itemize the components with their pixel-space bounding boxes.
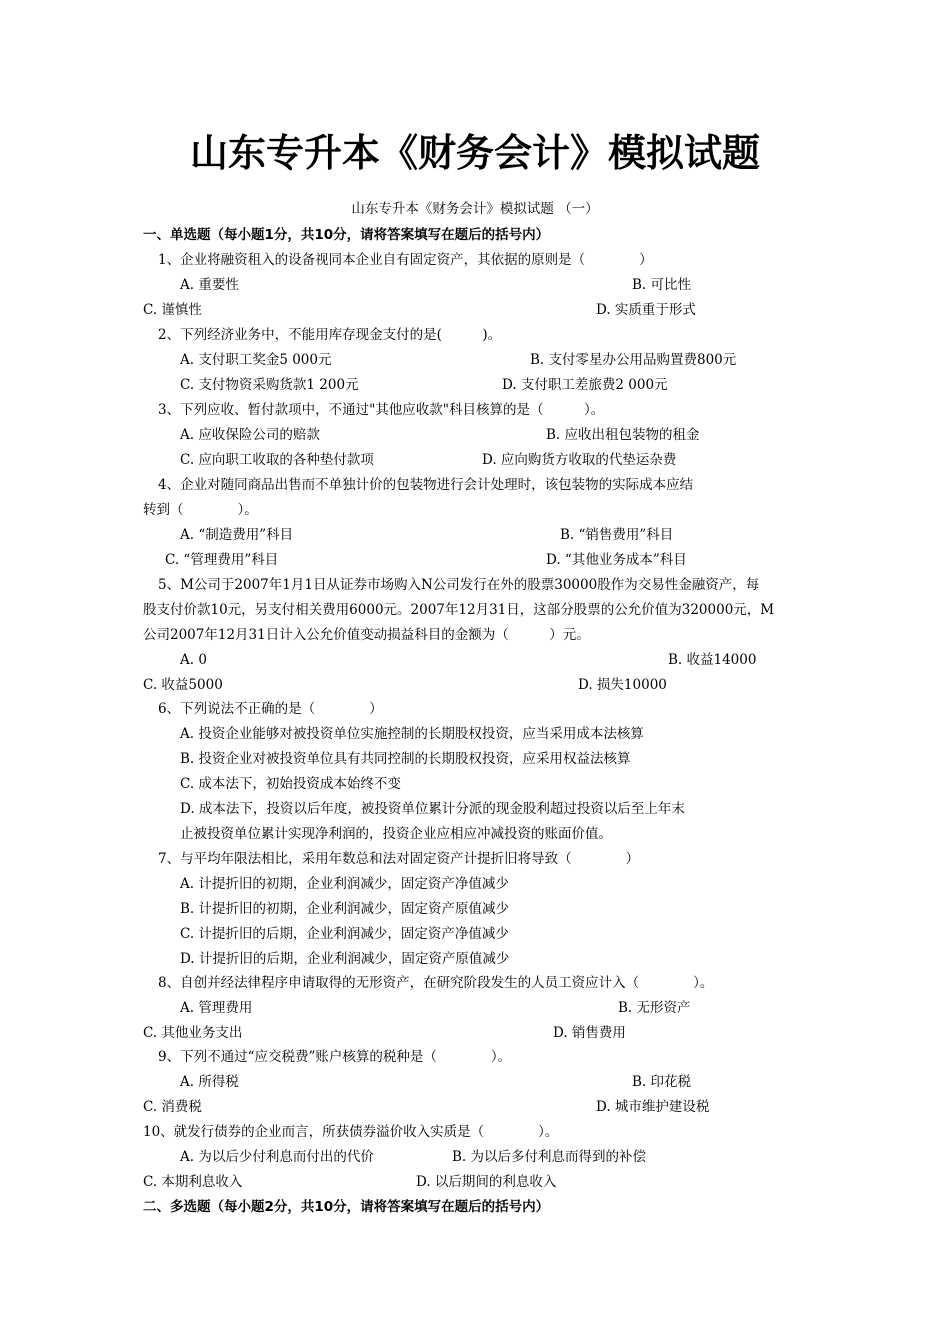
question-5-stem: 5、M公司于2007年1月1日从证券市场购入N公司发行在外的股票30000股作为交易性金融资产，每 <box>158 577 760 593</box>
question-6-option-b: B. 投资企业对被投资单位具有共同控制的长期股权投资，应采用权益法核算 <box>180 751 631 767</box>
section-heading-single-choice: 一、单选题（每小题1分，共10分，请将答案填写在题后的括号内） <box>143 227 550 243</box>
question-9-option-a: A. 所得税 <box>180 1074 239 1090</box>
question-2-option-a: A. 支付职工奖金5 000元 <box>180 352 332 368</box>
question-5-option-c: C. 收益5000 <box>143 677 223 693</box>
question-1-option-d: D. 实质重于形式 <box>596 302 696 318</box>
question-5-option-b: B. 收益14000 <box>668 652 757 668</box>
question-6-stem: 6、下列说法不正确的是（ ） <box>158 701 383 717</box>
question-8-stem: 8、自创并经法律程序申请取得的无形资产，在研究阶段发生的人员工资应计入（ ）。 <box>158 975 714 991</box>
question-1-option-b: B. 可比性 <box>632 277 692 293</box>
question-8-option-c: C. 其他业务支出 <box>143 1025 243 1041</box>
question-3-option-d: D. 应向购货方收取的代垫运杂费 <box>482 452 677 468</box>
question-9-option-b: B. 印花税 <box>632 1074 692 1090</box>
question-5-option-a: A. 0 <box>180 652 207 668</box>
question-7-option-a: A. 计提折旧的初期，企业利润减少，固定资产净值减少 <box>180 876 509 892</box>
exam-subtitle: 山东专升本《财务会计》模拟试题 （一） <box>351 201 599 217</box>
question-8-option-d: D. 销售费用 <box>553 1025 626 1041</box>
question-7-option-b: B. 计提折旧的初期，企业利润减少，固定资产原值减少 <box>180 901 510 917</box>
question-6-option-d: D. 成本法下，投资以后年度，被投资单位累计分派的现金股利超过投资以后至上年末 <box>180 801 685 817</box>
question-7-option-d: D. 计提折旧的后期，企业利润减少，固定资产原值减少 <box>180 951 510 967</box>
question-4-option-c: C. “管理费用”科目 <box>165 552 279 568</box>
question-6-option-a: A. 投资企业能够对被投资单位实施控制的长期股权投资，应当采用成本法核算 <box>180 726 644 742</box>
question-3-stem: 3、下列应收、暂付款项中，不通过"其他应收款"科目核算的是（ ）。 <box>158 402 605 418</box>
question-1-option-c: C. 谨慎性 <box>143 302 202 318</box>
question-2-stem: 2、下列经济业务中，不能用库存现金支付的是( )。 <box>158 327 502 343</box>
question-4-option-d: D. “其他业务成本”科目 <box>546 552 687 568</box>
question-10-stem: 10、就发行债券的企业而言，所获债券溢价收入实质是（ ）。 <box>143 1124 559 1140</box>
question-9-option-d: D. 城市维护建设税 <box>596 1099 710 1115</box>
question-8-option-a: A. 管理费用 <box>180 1000 253 1016</box>
question-6-option-d-continued: 止被投资单位累计实现净利润的，投资企业应相应冲减投资的账面价值。 <box>180 826 612 842</box>
question-3-option-c: C. 应向职工收取的各种垫付款项 <box>180 452 374 468</box>
question-9-stem: 9、下列不通过“应交税费”账户核算的税种是（ ）。 <box>158 1049 512 1065</box>
question-3-option-b: B. 应收出租包装物的租金 <box>546 427 700 443</box>
question-10-option-d: D. 以后期间的利息收入 <box>416 1174 557 1190</box>
question-3-option-a: A. 应收保险公司的赔款 <box>180 427 320 443</box>
question-6-option-c: C. 成本法下，初始投资成本始终不变 <box>180 776 401 792</box>
question-10-option-a: A. 为以后少付利息而付出的代价 <box>180 1149 374 1165</box>
question-4-stem-continued: 转到（ ）。 <box>143 502 258 518</box>
question-8-option-b: B. 无形资产 <box>618 1000 691 1016</box>
question-5-option-d: D. 损失10000 <box>578 677 667 693</box>
question-4-option-b: B. “销售费用”科目 <box>560 527 674 543</box>
question-10-option-c: C. 本期利息收入 <box>143 1174 243 1190</box>
question-2-option-c: C. 支付物资采购货款1 200元 <box>180 377 359 393</box>
question-1-option-a: A. 重要性 <box>180 277 239 293</box>
question-7-option-c: C. 计提折旧的后期，企业利润减少，固定资产净值减少 <box>180 926 509 942</box>
question-5-stem-continued: 股支付价款10元，另支付相关费用6000元。2007年12月31日，这部分股票的公允价值为320000元，M <box>143 602 775 618</box>
question-10-option-b: B. 为以后多付利息而得到的补偿 <box>452 1149 647 1165</box>
section-heading-multiple-choice: 二、多选题（每小题2分，共10分，请将答案填写在题后的括号内） <box>143 1199 550 1215</box>
question-7-stem: 7、与平均年限法相比，采用年数总和法对固定资产计提折旧将导致（ ） <box>158 851 640 867</box>
question-4-stem: 4、企业对随同商品出售而不单独计价的包装物进行会计处理时，该包装物的实际成本应结 <box>158 477 694 493</box>
question-9-option-c: C. 消费税 <box>143 1099 202 1115</box>
question-2-option-d: D. 支付职工差旅费2 000元 <box>502 377 668 393</box>
question-2-option-b: B. 支付零星办公用品购置费800元 <box>530 352 737 368</box>
question-1-stem: 1、企业将融资租入的设备视同本企业自有固定资产，其依据的原则是（ ） <box>158 252 653 268</box>
question-5-stem-continued-2: 公司2007年12月31日计入公允价值变动损益科目的金额为（ ）元。 <box>143 627 590 643</box>
question-4-option-a: A. “制造费用”科目 <box>180 527 294 543</box>
document-title: 山东专升本《财务会计》模拟试题 <box>189 131 760 175</box>
